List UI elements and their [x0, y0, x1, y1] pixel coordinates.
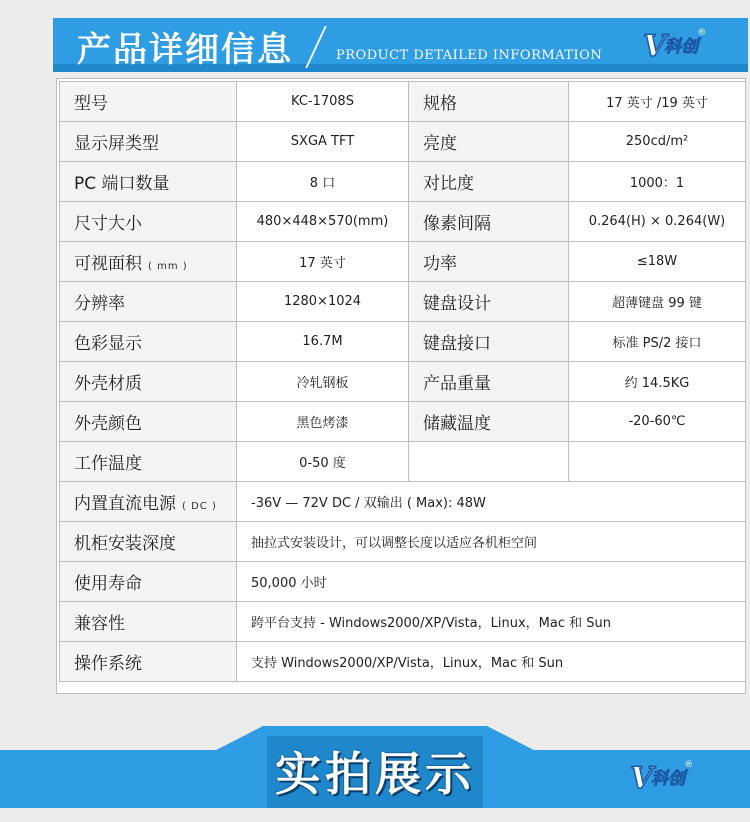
spec-table	[56, 78, 746, 694]
spec-value: 跨平台支持 - Windows2000/XP/Vista，Linux，Mac 和 Sun	[237, 602, 746, 642]
registered-icon: ®	[684, 760, 694, 770]
spec-label-text: 尺寸大小	[74, 214, 142, 234]
spec-label-text: 使用寿命	[74, 574, 142, 594]
spec-value: 标准 PS/2 接口	[569, 322, 746, 362]
spec-value: SXGA TFT	[237, 122, 409, 162]
spec-label-text: 色彩显示	[74, 334, 142, 354]
spec-label	[60, 562, 237, 602]
spec-value: 8 口	[237, 162, 409, 202]
spec-label	[60, 642, 237, 682]
spec-value: -36V — 72V DC / 双输出 ( Max): 48W	[237, 482, 746, 522]
spec-row-wide	[60, 482, 746, 522]
spec-row	[60, 402, 746, 442]
spec-label-text: 分辨率	[74, 294, 125, 314]
spec-label-text: PC 端口数量	[74, 174, 170, 194]
spec-label-text: 显示屏类型	[74, 134, 159, 154]
spec-row	[60, 82, 746, 122]
spec-label	[60, 282, 237, 322]
spec-label-text: 操作系统	[74, 654, 142, 674]
spec-label: 储藏温度	[409, 402, 569, 442]
spec-value: 16.7M	[237, 322, 409, 362]
spec-value: 超薄键盘 99 键	[569, 282, 746, 322]
spec-row	[60, 442, 746, 482]
spec-label-text: 内置直流电源	[74, 494, 176, 514]
spec-value: 约 14.5KG	[569, 362, 746, 402]
spec-value: KC-1708S	[237, 82, 409, 122]
spec-value: 抽拉式安装设计，可以调整长度以适应各机柜空间	[237, 522, 746, 562]
section-tab	[215, 726, 535, 808]
spec-value: 1000：1	[569, 162, 746, 202]
spec-label: 键盘接口	[409, 322, 569, 362]
spec-value: 0.264(H) × 0.264(W)	[569, 202, 746, 242]
spec-label-text: 机柜安装深度	[74, 534, 176, 554]
spec-value: ≤18W	[569, 242, 746, 282]
spec-label: 像素间隔	[409, 202, 569, 242]
spec-row-wide	[60, 602, 746, 642]
spec-row-wide	[60, 522, 746, 562]
spec-label	[60, 602, 237, 642]
registered-icon: ®	[697, 28, 707, 38]
spec-label: 亮度	[409, 122, 569, 162]
spec-label-text: 工作温度	[74, 454, 142, 474]
spec-label-unit: ( mm )	[148, 261, 188, 272]
spec-label	[60, 442, 237, 482]
spec-value: 黑色烤漆	[237, 402, 409, 442]
brand-logo-text: 科创	[664, 36, 699, 57]
spec-label: 键盘设计	[409, 282, 569, 322]
spec-label-text: 外壳颜色	[74, 414, 142, 434]
header-title-cn: 产品详细信息	[77, 30, 293, 70]
spec-label	[60, 242, 237, 282]
brand-logo-mark: V	[643, 29, 667, 64]
spec-value: 冷轧钢板	[237, 362, 409, 402]
spec-label	[60, 162, 237, 202]
spec-label	[60, 482, 237, 522]
brand-logo-text: 科创	[651, 768, 686, 789]
spec-value: 17 英寸 /19 英寸	[569, 82, 746, 122]
spec-label-unit: ( DC )	[182, 501, 217, 512]
spec-value: 1280×1024	[237, 282, 409, 322]
spec-row-wide	[60, 562, 746, 602]
spec-label: 功率	[409, 242, 569, 282]
spec-label: 产品重量	[409, 362, 569, 402]
spec-row	[60, 162, 746, 202]
spec-label-text: 型号	[74, 94, 108, 114]
spec-value: 480×448×570(mm)	[237, 202, 409, 242]
spec-row	[60, 242, 746, 282]
brand-logo-mark: V	[630, 761, 654, 796]
spec-row	[60, 122, 746, 162]
spec-value: -20-60℃	[569, 402, 746, 442]
spec-label	[60, 522, 237, 562]
section-title: 实拍展示	[275, 747, 475, 801]
spec-value: 17 英寸	[237, 242, 409, 282]
spec-label: 规格	[409, 82, 569, 122]
spec-value: 0-50 度	[237, 442, 409, 482]
spec-label-text: 兼容性	[74, 614, 125, 634]
spec-value: 支持 Windows2000/XP/Vista，Linux，Mac 和 Sun	[237, 642, 746, 682]
spec-value: 50,000 小时	[237, 562, 746, 602]
spec-label	[60, 362, 237, 402]
spec-row-wide	[60, 642, 746, 682]
spec-label	[409, 442, 569, 482]
spec-label	[60, 322, 237, 362]
header-title-en: PRODUCT DETAILED INFORMATION	[336, 48, 603, 63]
spec-label	[60, 122, 237, 162]
spec-label	[60, 82, 237, 122]
spec-label: 对比度	[409, 162, 569, 202]
brand-logo	[643, 28, 707, 64]
spec-row	[60, 362, 746, 402]
spec-label-text: 可视面积	[74, 254, 142, 274]
spec-value	[569, 442, 746, 482]
header-divider	[305, 26, 327, 68]
spec-label-text: 外壳材质	[74, 374, 142, 394]
spec-label	[60, 402, 237, 442]
spec-table-grid	[59, 81, 746, 682]
brand-logo-bottom	[630, 760, 694, 796]
spec-label	[60, 202, 237, 242]
spec-row	[60, 282, 746, 322]
spec-row	[60, 202, 746, 242]
spec-value: 250cd/m²	[569, 122, 746, 162]
spec-row	[60, 322, 746, 362]
header-banner	[53, 18, 748, 72]
